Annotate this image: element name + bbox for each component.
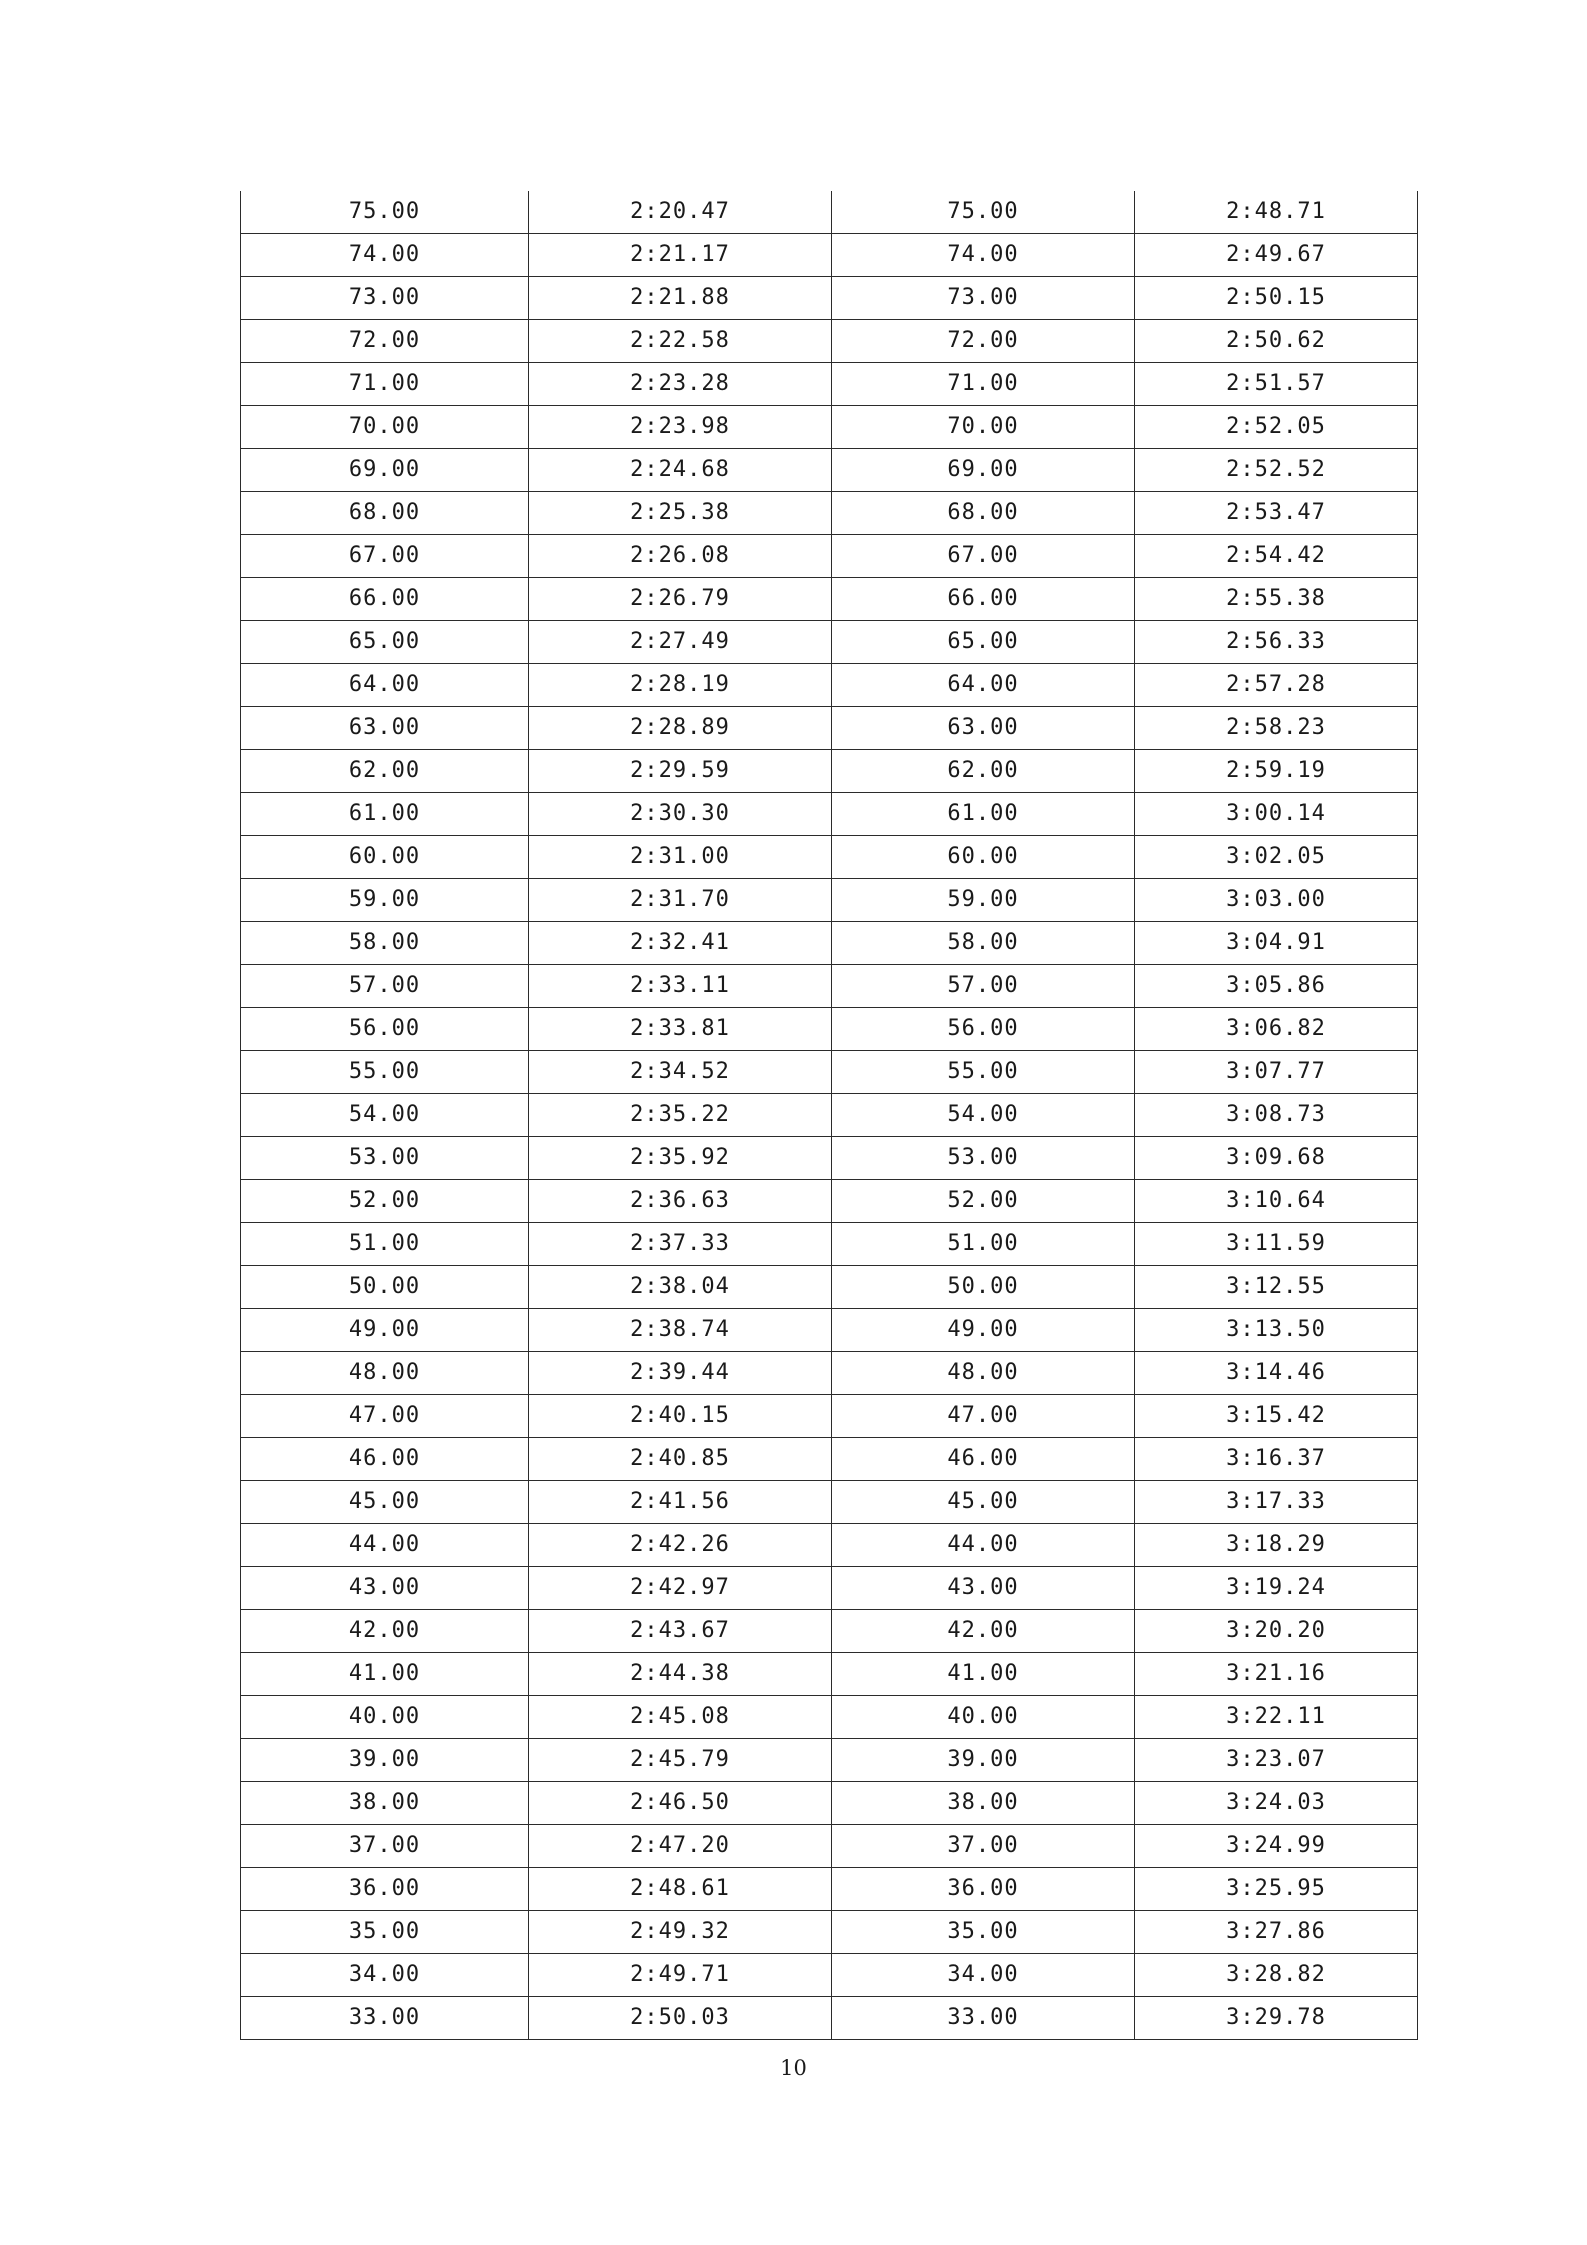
table-row xyxy=(241,1180,1418,1223)
table-row xyxy=(241,1868,1418,1911)
table-cell-time-left: 2:33.11 xyxy=(529,965,832,1008)
table-cell-time-right: 2:59.19 xyxy=(1135,750,1418,793)
table-cell-time-left: 2:41.56 xyxy=(529,1481,832,1524)
table-cell-time-right: 2:58.23 xyxy=(1135,707,1418,750)
table-cell-time-right: 3:04.91 xyxy=(1135,922,1418,965)
table-cell-time-right: 3:19.24 xyxy=(1135,1567,1418,1610)
table-row xyxy=(241,836,1418,879)
table-cell-time-right: 2:48.71 xyxy=(1135,191,1418,234)
table-cell-time-left: 2:33.81 xyxy=(529,1008,832,1051)
page-number: 10 xyxy=(780,2056,807,2080)
table-cell-score-right: 62.00 xyxy=(832,750,1135,793)
table-cell-score-left: 42.00 xyxy=(241,1610,529,1653)
table-cell-time-right: 3:13.50 xyxy=(1135,1309,1418,1352)
table-cell-time-right: 2:49.67 xyxy=(1135,234,1418,277)
table-cell-time-left: 2:22.58 xyxy=(529,320,832,363)
table-row xyxy=(241,1137,1418,1180)
table-row xyxy=(241,1008,1418,1051)
table-row xyxy=(241,1094,1418,1137)
table-row xyxy=(241,1782,1418,1825)
table-cell-score-right: 43.00 xyxy=(832,1567,1135,1610)
table-cell-score-left: 43.00 xyxy=(241,1567,529,1610)
table-cell-score-right: 35.00 xyxy=(832,1911,1135,1954)
table-cell-time-right: 3:08.73 xyxy=(1135,1094,1418,1137)
table-cell-score-left: 63.00 xyxy=(241,707,529,750)
table-row xyxy=(241,1524,1418,1567)
table-cell-score-left: 46.00 xyxy=(241,1438,529,1481)
table-cell-score-right: 75.00 xyxy=(832,191,1135,234)
table-cell-score-left: 65.00 xyxy=(241,621,529,664)
table-cell-score-left: 34.00 xyxy=(241,1954,529,1997)
table-cell-time-right: 2:57.28 xyxy=(1135,664,1418,707)
table-cell-time-left: 2:48.61 xyxy=(529,1868,832,1911)
table-cell-score-left: 62.00 xyxy=(241,750,529,793)
table-cell-time-right: 3:24.03 xyxy=(1135,1782,1418,1825)
table-cell-score-right: 53.00 xyxy=(832,1137,1135,1180)
table-row xyxy=(241,1223,1418,1266)
table-row xyxy=(241,449,1418,492)
table-cell-time-right: 3:24.99 xyxy=(1135,1825,1418,1868)
table-cell-score-left: 74.00 xyxy=(241,234,529,277)
table-cell-score-right: 40.00 xyxy=(832,1696,1135,1739)
table-cell-score-left: 72.00 xyxy=(241,320,529,363)
table-cell-score-left: 50.00 xyxy=(241,1266,529,1309)
table-cell-time-left: 2:45.79 xyxy=(529,1739,832,1782)
table-cell-time-left: 2:26.08 xyxy=(529,535,832,578)
table-row xyxy=(241,922,1418,965)
table-row xyxy=(241,1825,1418,1868)
table-cell-time-right: 3:11.59 xyxy=(1135,1223,1418,1266)
table-cell-score-left: 53.00 xyxy=(241,1137,529,1180)
table-cell-time-right: 3:15.42 xyxy=(1135,1395,1418,1438)
table-cell-score-left: 66.00 xyxy=(241,578,529,621)
table-cell-time-right: 3:18.29 xyxy=(1135,1524,1418,1567)
table-cell-time-right: 3:05.86 xyxy=(1135,965,1418,1008)
table-row xyxy=(241,1653,1418,1696)
table-cell-score-left: 36.00 xyxy=(241,1868,529,1911)
table-cell-time-left: 2:35.22 xyxy=(529,1094,832,1137)
table-cell-score-left: 47.00 xyxy=(241,1395,529,1438)
table-cell-score-right: 33.00 xyxy=(832,1997,1135,2040)
table-cell-score-left: 60.00 xyxy=(241,836,529,879)
table-cell-score-right: 63.00 xyxy=(832,707,1135,750)
table-cell-score-right: 64.00 xyxy=(832,664,1135,707)
table-cell-score-right: 55.00 xyxy=(832,1051,1135,1094)
table-cell-time-left: 2:40.15 xyxy=(529,1395,832,1438)
table-cell-score-left: 35.00 xyxy=(241,1911,529,1954)
table-cell-score-right: 57.00 xyxy=(832,965,1135,1008)
table-cell-score-right: 56.00 xyxy=(832,1008,1135,1051)
table-cell-score-left: 59.00 xyxy=(241,879,529,922)
table-cell-time-left: 2:47.20 xyxy=(529,1825,832,1868)
table-row xyxy=(241,578,1418,621)
table-row xyxy=(241,363,1418,406)
table-cell-time-left: 2:37.33 xyxy=(529,1223,832,1266)
table-cell-time-left: 2:44.38 xyxy=(529,1653,832,1696)
table-cell-score-left: 69.00 xyxy=(241,449,529,492)
table-cell-time-right: 3:22.11 xyxy=(1135,1696,1418,1739)
table-cell-time-right: 2:56.33 xyxy=(1135,621,1418,664)
table-cell-score-right: 51.00 xyxy=(832,1223,1135,1266)
table-cell-time-right: 3:03.00 xyxy=(1135,879,1418,922)
table-cell-score-left: 33.00 xyxy=(241,1997,529,2040)
table-cell-score-right: 38.00 xyxy=(832,1782,1135,1825)
table-cell-score-left: 61.00 xyxy=(241,793,529,836)
table-cell-score-right: 36.00 xyxy=(832,1868,1135,1911)
table-row xyxy=(241,320,1418,363)
table-cell-score-right: 47.00 xyxy=(832,1395,1135,1438)
score-table xyxy=(240,191,1418,2040)
table-cell-time-right: 3:28.82 xyxy=(1135,1954,1418,1997)
table-cell-time-right: 2:51.57 xyxy=(1135,363,1418,406)
table-row xyxy=(241,965,1418,1008)
table-cell-time-right: 3:06.82 xyxy=(1135,1008,1418,1051)
table-cell-score-right: 58.00 xyxy=(832,922,1135,965)
table-row xyxy=(241,277,1418,320)
table-cell-time-left: 2:34.52 xyxy=(529,1051,832,1094)
table-cell-score-left: 75.00 xyxy=(241,191,529,234)
table-cell-score-left: 71.00 xyxy=(241,363,529,406)
table-cell-score-left: 55.00 xyxy=(241,1051,529,1094)
table-row xyxy=(241,1567,1418,1610)
table-cell-score-right: 60.00 xyxy=(832,836,1135,879)
table-cell-time-left: 2:42.97 xyxy=(529,1567,832,1610)
table-cell-time-left: 2:24.68 xyxy=(529,449,832,492)
table-cell-time-right: 3:29.78 xyxy=(1135,1997,1418,2040)
table-cell-time-left: 2:45.08 xyxy=(529,1696,832,1739)
table-cell-score-left: 54.00 xyxy=(241,1094,529,1137)
table-cell-score-right: 70.00 xyxy=(832,406,1135,449)
table-cell-time-right: 3:02.05 xyxy=(1135,836,1418,879)
table-cell-time-right: 3:20.20 xyxy=(1135,1610,1418,1653)
table-cell-score-right: 68.00 xyxy=(832,492,1135,535)
table-row xyxy=(241,793,1418,836)
table-cell-score-right: 71.00 xyxy=(832,363,1135,406)
table-cell-score-left: 49.00 xyxy=(241,1309,529,1352)
table-cell-time-right: 3:16.37 xyxy=(1135,1438,1418,1481)
table-cell-score-left: 64.00 xyxy=(241,664,529,707)
table-cell-time-left: 2:46.50 xyxy=(529,1782,832,1825)
table-cell-time-right: 2:54.42 xyxy=(1135,535,1418,578)
table-cell-score-right: 39.00 xyxy=(832,1739,1135,1782)
table-cell-score-left: 39.00 xyxy=(241,1739,529,1782)
table-cell-score-right: 42.00 xyxy=(832,1610,1135,1653)
table-cell-time-right: 3:00.14 xyxy=(1135,793,1418,836)
table-row xyxy=(241,1051,1418,1094)
table-cell-score-left: 52.00 xyxy=(241,1180,529,1223)
table-cell-score-left: 70.00 xyxy=(241,406,529,449)
table-cell-score-left: 56.00 xyxy=(241,1008,529,1051)
table-row xyxy=(241,1739,1418,1782)
table-row xyxy=(241,535,1418,578)
table-cell-score-right: 66.00 xyxy=(832,578,1135,621)
table-cell-score-right: 69.00 xyxy=(832,449,1135,492)
table-cell-score-left: 44.00 xyxy=(241,1524,529,1567)
table-cell-time-right: 3:12.55 xyxy=(1135,1266,1418,1309)
table-cell-time-left: 2:23.98 xyxy=(529,406,832,449)
table-cell-score-left: 67.00 xyxy=(241,535,529,578)
table-cell-score-right: 67.00 xyxy=(832,535,1135,578)
table-cell-score-left: 73.00 xyxy=(241,277,529,320)
table-cell-time-left: 2:31.70 xyxy=(529,879,832,922)
table-cell-time-left: 2:38.74 xyxy=(529,1309,832,1352)
table-cell-time-left: 2:38.04 xyxy=(529,1266,832,1309)
table-cell-score-right: 61.00 xyxy=(832,793,1135,836)
table-cell-time-left: 2:20.47 xyxy=(529,191,832,234)
table-cell-time-left: 2:42.26 xyxy=(529,1524,832,1567)
table-row xyxy=(241,621,1418,664)
table-cell-score-left: 40.00 xyxy=(241,1696,529,1739)
table-cell-score-right: 34.00 xyxy=(832,1954,1135,1997)
table-cell-time-left: 2:25.38 xyxy=(529,492,832,535)
table-cell-time-right: 2:53.47 xyxy=(1135,492,1418,535)
table-cell-time-left: 2:39.44 xyxy=(529,1352,832,1395)
table-cell-time-right: 2:55.38 xyxy=(1135,578,1418,621)
table-cell-time-left: 2:43.67 xyxy=(529,1610,832,1653)
table-cell-score-right: 54.00 xyxy=(832,1094,1135,1137)
table-cell-score-left: 38.00 xyxy=(241,1782,529,1825)
table-cell-time-right: 3:25.95 xyxy=(1135,1868,1418,1911)
table-cell-score-right: 73.00 xyxy=(832,277,1135,320)
table-cell-time-left: 2:35.92 xyxy=(529,1137,832,1180)
table-cell-score-left: 45.00 xyxy=(241,1481,529,1524)
table-cell-time-left: 2:29.59 xyxy=(529,750,832,793)
table-cell-time-left: 2:49.32 xyxy=(529,1911,832,1954)
table-cell-score-left: 37.00 xyxy=(241,1825,529,1868)
table-cell-time-left: 2:28.19 xyxy=(529,664,832,707)
table-cell-time-right: 2:52.52 xyxy=(1135,449,1418,492)
table-cell-time-right: 3:17.33 xyxy=(1135,1481,1418,1524)
table-cell-time-left: 2:36.63 xyxy=(529,1180,832,1223)
table-cell-time-left: 2:27.49 xyxy=(529,621,832,664)
table-row xyxy=(241,1266,1418,1309)
table-row xyxy=(241,1352,1418,1395)
score-table-body xyxy=(241,191,1418,2040)
table-row xyxy=(241,707,1418,750)
table-row xyxy=(241,1610,1418,1653)
table-cell-time-right: 3:21.16 xyxy=(1135,1653,1418,1696)
table-cell-time-left: 2:21.17 xyxy=(529,234,832,277)
table-row xyxy=(241,1438,1418,1481)
table-cell-time-left: 2:28.89 xyxy=(529,707,832,750)
table-cell-score-right: 50.00 xyxy=(832,1266,1135,1309)
table-cell-time-right: 3:23.07 xyxy=(1135,1739,1418,1782)
table-row xyxy=(241,1481,1418,1524)
table-row xyxy=(241,492,1418,535)
table-cell-score-right: 74.00 xyxy=(832,234,1135,277)
table-cell-score-right: 52.00 xyxy=(832,1180,1135,1223)
table-cell-time-left: 2:50.03 xyxy=(529,1997,832,2040)
table-row xyxy=(241,1309,1418,1352)
table-cell-score-right: 48.00 xyxy=(832,1352,1135,1395)
table-cell-time-right: 2:52.05 xyxy=(1135,406,1418,449)
table-row xyxy=(241,879,1418,922)
table-cell-score-left: 58.00 xyxy=(241,922,529,965)
table-cell-time-left: 2:23.28 xyxy=(529,363,832,406)
table-row xyxy=(241,1997,1418,2040)
table-cell-score-right: 72.00 xyxy=(832,320,1135,363)
table-cell-score-right: 41.00 xyxy=(832,1653,1135,1696)
table-cell-time-right: 3:10.64 xyxy=(1135,1180,1418,1223)
table-cell-score-right: 59.00 xyxy=(832,879,1135,922)
table-cell-score-right: 37.00 xyxy=(832,1825,1135,1868)
table-cell-time-left: 2:21.88 xyxy=(529,277,832,320)
table-cell-time-left: 2:31.00 xyxy=(529,836,832,879)
table-cell-time-right: 3:14.46 xyxy=(1135,1352,1418,1395)
table-row xyxy=(241,750,1418,793)
table-row xyxy=(241,406,1418,449)
table-cell-score-right: 46.00 xyxy=(832,1438,1135,1481)
table-cell-score-left: 48.00 xyxy=(241,1352,529,1395)
table-row xyxy=(241,1911,1418,1954)
table-row xyxy=(241,234,1418,277)
table-cell-score-left: 51.00 xyxy=(241,1223,529,1266)
table-cell-time-right: 3:09.68 xyxy=(1135,1137,1418,1180)
table-row xyxy=(241,1395,1418,1438)
table-cell-score-right: 45.00 xyxy=(832,1481,1135,1524)
table-cell-score-right: 44.00 xyxy=(832,1524,1135,1567)
table-cell-time-right: 2:50.62 xyxy=(1135,320,1418,363)
table-cell-score-left: 68.00 xyxy=(241,492,529,535)
table-cell-time-right: 3:27.86 xyxy=(1135,1911,1418,1954)
table-cell-score-left: 57.00 xyxy=(241,965,529,1008)
table-cell-time-left: 2:30.30 xyxy=(529,793,832,836)
table-cell-time-right: 3:07.77 xyxy=(1135,1051,1418,1094)
table-cell-time-left: 2:26.79 xyxy=(529,578,832,621)
table-cell-time-left: 2:40.85 xyxy=(529,1438,832,1481)
table-row xyxy=(241,1954,1418,1997)
table-cell-time-left: 2:32.41 xyxy=(529,922,832,965)
table-row xyxy=(241,1696,1418,1739)
table-cell-time-left: 2:49.71 xyxy=(529,1954,832,1997)
table-row xyxy=(241,191,1418,234)
table-cell-score-right: 49.00 xyxy=(832,1309,1135,1352)
table-cell-score-right: 65.00 xyxy=(832,621,1135,664)
table-cell-time-right: 2:50.15 xyxy=(1135,277,1418,320)
table-row xyxy=(241,664,1418,707)
table-cell-score-left: 41.00 xyxy=(241,1653,529,1696)
